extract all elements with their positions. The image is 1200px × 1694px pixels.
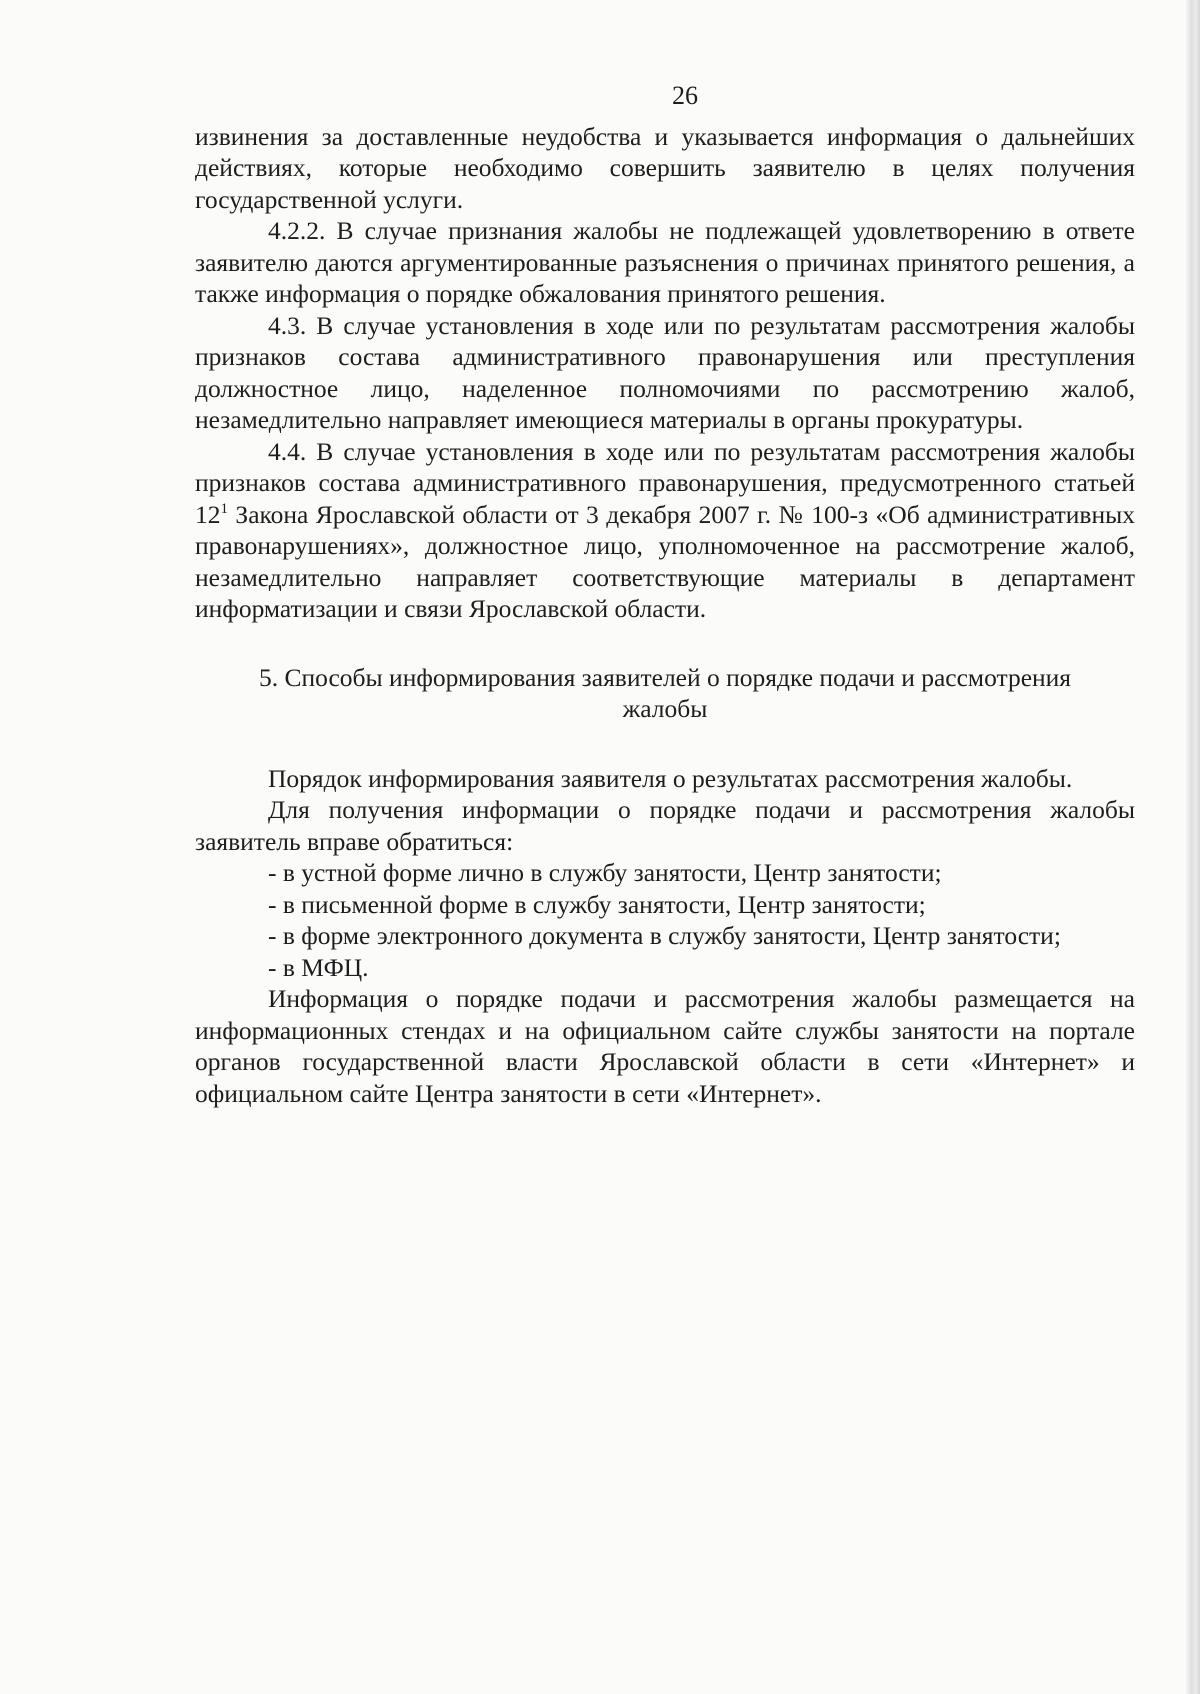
list-item: - в письменной форме в службу занятости, Центр занятости; <box>268 889 926 919</box>
paragraph-4-4-start: 4.4. В случае установления в ходе или по результатам рассмотрения жалобы признаков состава административного правонарушения, предусмотренного статьей 12 <box>195 436 1135 529</box>
page-number: 26 <box>672 81 698 110</box>
paragraph-final: Информация о порядке подачи и рассмотрения жалобы размещается на информационных стендах и на официальном сайте службы занятости на портале органов государственной власти Ярославской области в сети «Интернет» и официальном сайте Центра занятости в сети «Интернет». <box>195 984 1135 1108</box>
list-item: - в устной форме лично в службу занятости, Центр занятости; <box>268 858 942 887</box>
section-heading <box>195 662 1135 725</box>
paragraph-4-4 <box>195 436 1135 625</box>
superscript-footnote: 1 <box>220 500 228 517</box>
paragraph-4-4-end: Закона Ярославской области от 3 декабря 2007 г. № 100-з «Об административных правонарушениях», должностное лицо, уполномоченное на рассмотрение жалоб, незамедлительно направляет соответствующие материалы в департамент информатизации и связи Ярославской области. <box>195 499 1135 623</box>
paragraph-4-2-2: 4.2.2. В случае признания жалобы не подлежащей удовлетворению в ответе заявителю даются аргументированные разъяснения о причинах принятого решения, а также информация о порядке обжалования принятого решения. <box>195 216 1135 308</box>
paragraph-continuation: извинения за доставленные неудобства и указывается информация о дальнейших действиях, которые необходимо совершить заявителю в целях получения государственной услуги. <box>195 121 1135 214</box>
section-heading-line-2: жалобы <box>622 694 708 723</box>
page-content <box>195 80 1135 1109</box>
paragraph-informing-order: Порядок информирования заявителя о результатах рассмотрения жалобы. <box>268 763 1073 793</box>
list-item: - в форме электронного документа в службу занятости, Центр занятости; <box>268 921 1061 950</box>
list-item: - в МФЦ. <box>268 952 369 982</box>
paragraph-how-to-apply: Для получения информации о порядке подачи и рассмотрения жалобы заявитель вправе обратиться: <box>195 795 1135 856</box>
scan-edge-shadow <box>1186 0 1200 1694</box>
section-heading-line-1: 5. Способы информирования заявителей о порядке подачи и рассмотрения <box>258 662 1072 692</box>
paragraph-4-3: 4.3. В случае установления в ходе или по результатам рассмотрения жалобы признаков состава административного правонарушения или преступления должностное лицо, наделенное полномочиями по рассмотрению жалоб, незамедлительно направляет имеющиеся материалы в органы прокуратуры. <box>195 310 1135 434</box>
